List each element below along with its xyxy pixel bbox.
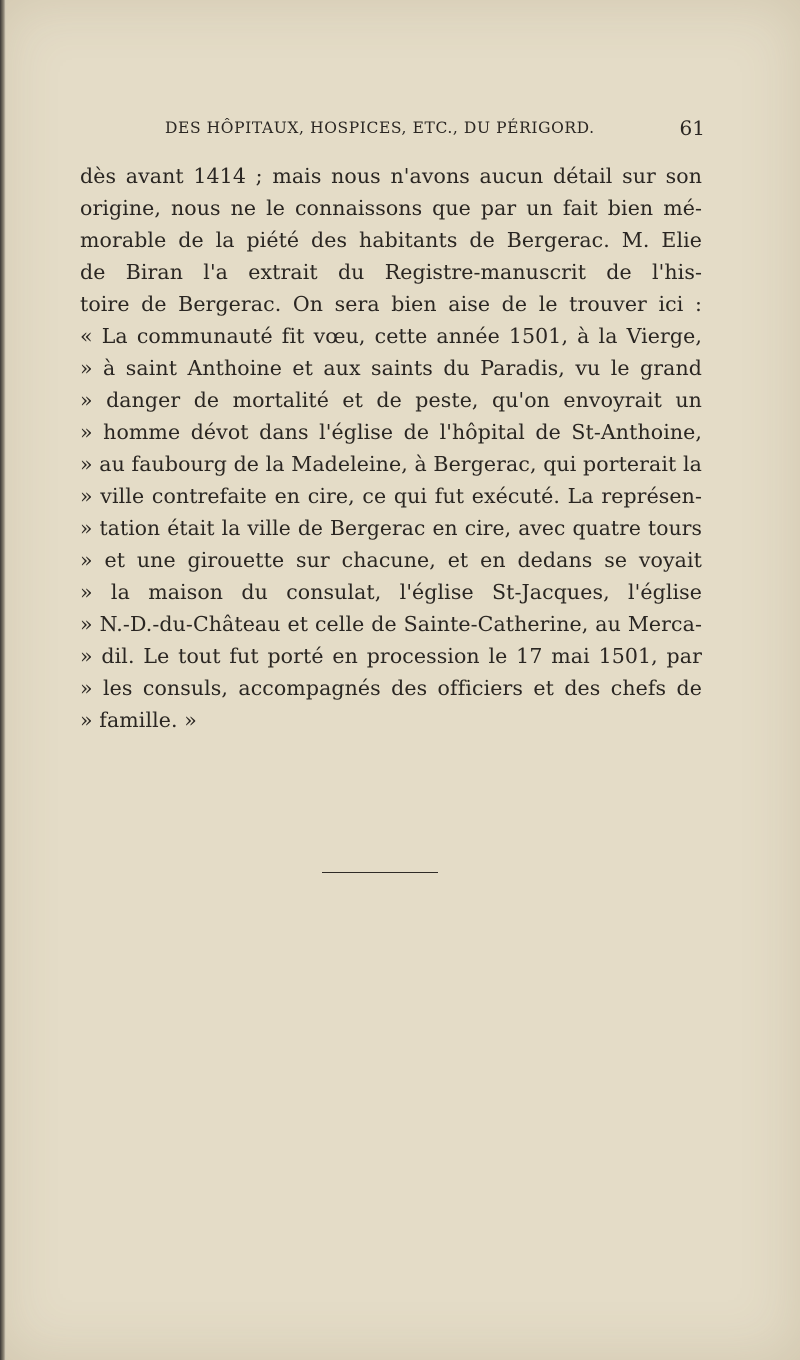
text-line: » homme dévot dans l'église de l'hôpital de St-Anthoine,: [80, 420, 702, 444]
text-line: » N.-D.-du-Château et celle de Sainte-Catherine, au Merca-: [80, 612, 702, 636]
text-line: » dil. Le tout fut porté en procession le 17 mai 1501, par: [80, 644, 702, 668]
text-line: » la maison du consulat, l'église St-Jacques, l'église: [80, 580, 702, 604]
body-text: [80, 160, 702, 736]
text-line: » tation était la ville de Bergerac en cire, avec quatre tours: [80, 516, 702, 540]
text-line: toire de Bergerac. On sera bien aise de le trouver ici :: [80, 292, 702, 316]
text-line: » famille. »: [80, 708, 197, 732]
text-line: » les consuls, accompagnés des officiers et des chefs de: [80, 676, 702, 700]
text-line: » danger de mortalité et de peste, qu'on envoyrait un: [80, 388, 702, 412]
page-header: [165, 116, 705, 143]
running-head: DES HÔPITAUX, HOSPICES, ETC., DU PÉRIGORD.: [165, 119, 595, 137]
page-binding-edge: [0, 0, 6, 1360]
text-line: » à saint Anthoine et aux saints du Paradis, vu le grand: [80, 356, 702, 380]
text-line: « La communauté fit vœu, cette année 1501, à la Vierge,: [80, 324, 702, 348]
text-line: dès avant 1414 ; mais nous n'avons aucun détail sur son: [80, 164, 702, 188]
text-line: morable de la piété des habitants de Bergerac. M. Elie: [80, 228, 702, 252]
section-rule: [322, 872, 438, 873]
text-line: » au faubourg de la Madeleine, à Bergerac, qui porterait la: [80, 452, 702, 476]
text-line: » ville contrefaite en cire, ce qui fut exécuté. La représen-: [80, 484, 702, 508]
text-line: » et une girouette sur chacune, et en dedans se voyait: [80, 548, 702, 572]
text-line: origine, nous ne le connaissons que par un fait bien mé-: [80, 196, 702, 220]
page-number: 61: [679, 116, 705, 140]
text-line: de Biran l'a extrait du Registre-manuscrit de l'his-: [80, 260, 702, 284]
